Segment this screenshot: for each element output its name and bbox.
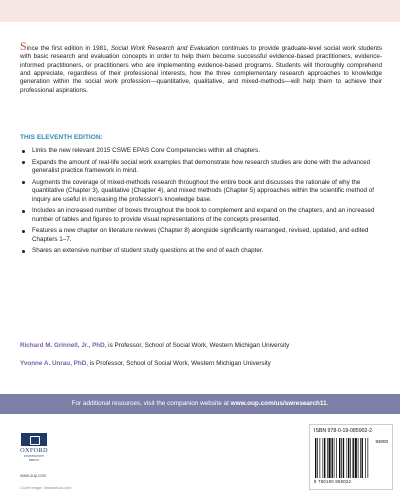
author-desc: , is Professor, School of Social Work, Western Michigan University [104, 342, 290, 349]
features-list [20, 147, 382, 259]
author-desc: , is Professor, School of Social Work, Western Michigan University [86, 360, 271, 367]
publisher-website[interactable]: www.oup.com [20, 473, 47, 478]
book-title: Social Work Research and Evaluation [110, 45, 220, 52]
resources-suffix: . [326, 400, 329, 407]
top-color-band [0, 0, 400, 22]
book-icon [21, 433, 47, 446]
intro-text-2: continues to provide graduate-level social work students with basic research and evaluation concepts in order to help them become successful evidence-based practitioners, evidence-informed practitioners, or practitioners who are implementing evidence-based programs. Students will thoroughly comprehend and appreciate, regardless of their professional interests, how the three complementary research approaches to knowledge generation within the social work profession—quantitative, qualitative, and mixed-methods—will help them to achieve their professional aspirations. [20, 45, 382, 94]
publisher-logo [20, 433, 48, 462]
resources-prefix: For additional resources, visit the companion website at [71, 400, 231, 407]
barcode-number: 9 780190 859022 [314, 479, 352, 484]
list-item: Features a new chapter on literature reviews (Chapter 8) alongside significantly rearranged, revised, updated, and edited Chapters 1–7. [20, 227, 382, 244]
edition-heading: THIS ELEVENTH EDITION: [20, 134, 103, 141]
author-name: Richard M. Grinnell, Jr., PhD [20, 342, 105, 349]
list-item: Links the new relevant 2015 CSWE EPAS Core Competencies within all chapters. [20, 147, 382, 155]
cover-credit: Cover image: Vectorstock.com [20, 486, 72, 490]
list-item: Includes an increased number of boxes throughout the book to complement and expand on the chapters, and an increased number of tables and figures to provide visual representations of the concepts presented. [20, 207, 382, 224]
price-code: 93000 [375, 439, 388, 444]
list-item: Expands the amount of real-life social work examples that demonstrate how research studies are done with the advanced generalist practice framework in mind. [20, 159, 382, 176]
intro-text-1: ince the first edition in 1981, [26, 45, 111, 52]
logo-line1: OXFORD [20, 447, 48, 454]
isbn-barcode-block [309, 424, 393, 490]
companion-website-link[interactable]: www.oup.com/us/swresearch11 [230, 400, 327, 407]
author-bio-2 [20, 360, 271, 367]
list-item: Shares an extensive number of student study questions at the end of each chapter. [20, 247, 382, 255]
author-name: Yvonne A. Unrau, PhD [20, 360, 87, 367]
author-bio-1 [20, 342, 289, 349]
intro-paragraph [20, 39, 382, 95]
drop-cap: S [20, 39, 27, 53]
logo-line2: UNIVERSITY PRESS [23, 454, 45, 462]
resources-band [0, 394, 400, 414]
isbn-label: ISBN 978-0-19-085902-2 [314, 428, 372, 434]
barcode-icon [314, 438, 388, 478]
list-item: Augments the coverage of mixed-methods research throughout the entire book and discusses the rationale of why the quantitative (Chapter 3), qualitative (Chapter 4), and mixed methods (Chapter 5) approaches within the scientific method of inquiry are useful in increasing the profession's knowledge base. [20, 179, 382, 204]
